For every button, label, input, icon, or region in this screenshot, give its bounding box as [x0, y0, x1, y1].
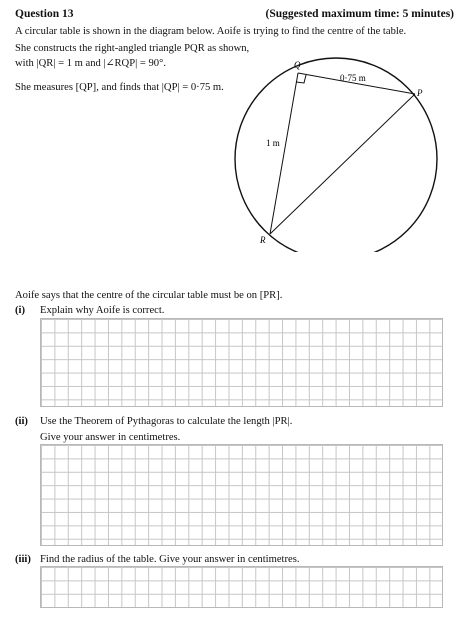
answer-grid-ii[interactable]: [40, 444, 443, 546]
part-ii-number: (ii): [15, 416, 28, 427]
label-p: P: [417, 88, 423, 98]
circle-triangle-diagram: [230, 56, 444, 252]
label-r: R: [260, 235, 266, 245]
part-iii-text: Find the radius of the table. Give your answer in centimetres.: [40, 554, 300, 565]
label-qp-length: 0·75 m: [340, 73, 366, 83]
question-number: Question 13: [15, 8, 74, 20]
part-ii-text: Use the Theorem of Pythagoras to calculate the length |PR|.: [40, 416, 293, 427]
answer-grid-iii[interactable]: [40, 566, 443, 608]
part-iii-number: (iii): [15, 554, 31, 565]
intro-line-4: She measures [QP], and finds that |QP| = 0·75 m.: [15, 82, 224, 93]
label-qr-length: 1 m: [266, 138, 280, 148]
intro-line-2: She constructs the right-angled triangle PQR as shown,: [15, 43, 250, 54]
intro-line-3: with |QR| = 1 m and |∠RQP| = 90°.: [15, 58, 166, 69]
part-ii-text-2: Give your answer in centimetres.: [40, 432, 181, 443]
statement: Aoife says that the centre of the circular table must be on [PR].: [15, 290, 283, 301]
label-q: Q: [294, 60, 301, 70]
intro-line-1: A circular table is shown in the diagram below. Aoife is trying to find the centre of the table.: [15, 26, 407, 37]
segment-qr: [270, 73, 298, 234]
suggested-time: (Suggested maximum time: 5 minutes): [265, 8, 454, 20]
table-circle: [235, 58, 437, 252]
part-i-number: (i): [15, 305, 25, 316]
part-i-text: Explain why Aoife is correct.: [40, 305, 165, 316]
segment-pr: [270, 94, 415, 234]
answer-grid-i[interactable]: [40, 318, 443, 407]
